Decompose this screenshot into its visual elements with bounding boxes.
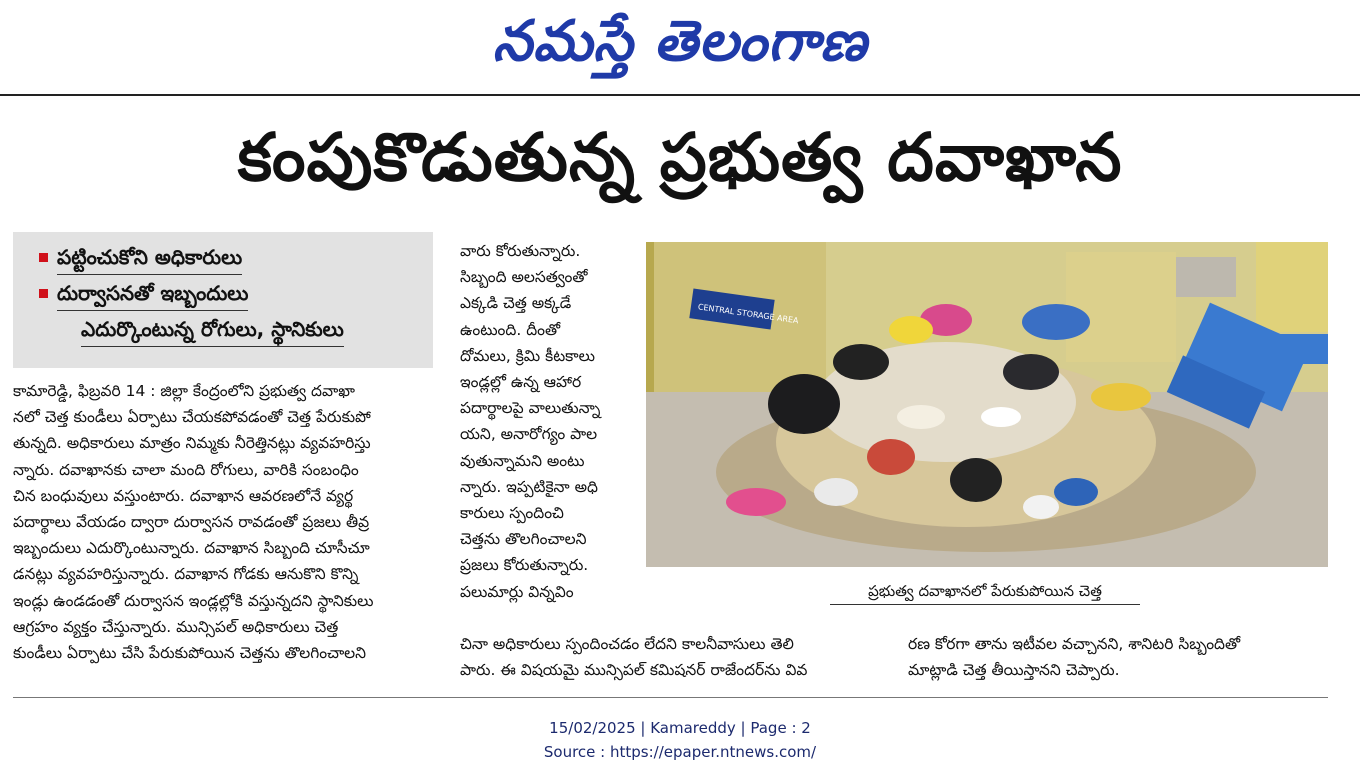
text-line: న్నారు. ఇప్పటికైనా అధి — [460, 477, 598, 496]
article-column-2 — [460, 238, 638, 605]
highlight-item — [57, 242, 433, 278]
masthead-divider — [0, 94, 1360, 96]
text-line: పదార్థాలు వేయడం ద్వారా దుర్వాసన రావడంతో ప్రజలు తీవ్ర — [13, 513, 370, 532]
text-line: పలుమార్లు విన్నవిం — [460, 582, 574, 601]
text-line: ఆగ్రహం వ్యక్తం చేస్తున్నారు. మున్సిపల్ అధికారులు చెత్త — [13, 617, 339, 636]
text-line: ఇబ్బందులు ఎదుర్కొంటున్నారు. దవాఖాన సిబ్బంది చూసీచూ — [13, 539, 370, 558]
text-line: కారులు స్పందించి — [460, 504, 564, 523]
photo-illustration — [646, 242, 1328, 567]
text-line: తున్నది. అధికారులు మాత్రం నిమ్మకు నీరెత్తినట్లు వ్యవహరిస్తు — [13, 434, 371, 453]
text-line: ఇండ్లల్లో ఉన్న ఆహార — [460, 373, 582, 392]
photo-sign-text: CENTRAL STORAGE AREA — [697, 302, 800, 326]
article-column-2-continued — [460, 631, 885, 683]
text-line: మాట్లాడి చెత్త తీయిస్తానని చెప్పారు. — [908, 661, 1120, 680]
highlight-item — [57, 278, 433, 314]
article-column-1 — [13, 378, 435, 666]
text-line: డనట్లు వ్యవహరిస్తున్నారు. దవాఖాన గోడకు ఆనుకొని కొన్ని — [13, 565, 359, 584]
text-line: పారు. ఈ విషయమై మున్సిపల్ కమిషనర్ రాజేందర్‌ను వివ — [460, 661, 808, 680]
highlights-box — [13, 232, 433, 368]
text-line: చిన బంధువులు వస్తుంటారు. దవాఖాన ఆవరణలోనే వ్యర్థ — [13, 486, 354, 505]
text-line: వారు కోరుతున్నారు. — [460, 242, 581, 260]
highlight-text: పట్టించుకోని అధికారులు — [57, 242, 242, 275]
footer-divider — [13, 697, 1328, 698]
garbage-photo — [646, 242, 1328, 567]
text-line: చెత్తను తొలగించాలని — [460, 530, 587, 549]
masthead-logo: నమస్తే తెలంగాణ — [492, 9, 868, 74]
text-line: కుండీలు ఏర్పాటు చేసి పేరుకుపోయిన చెత్తను తొలగించాలని — [13, 644, 367, 663]
highlight-text: దుర్వాసనతో ఇబ్బందులు — [57, 278, 248, 311]
text-line: సిబ్బంది అలసత్వంతో — [460, 268, 588, 287]
text-line: ఉంటుంది. దీంతో — [460, 320, 561, 339]
photo-caption: ప్రభుత్వ దవాఖానలో పేరుకుపోయిన చెత్త — [830, 579, 1140, 605]
edition-info: 15/02/2025 | Kamareddy | Page : 2 — [549, 719, 811, 737]
text-line: వుతున్నామని అంటు — [460, 451, 585, 470]
text-line: ఎక్కడి చెత్త అక్కడే — [460, 294, 572, 313]
text-line: రణ కోరగా తాను ఇటీవల వచ్చానని, శానిటరి సిబ్బందితో — [908, 635, 1241, 653]
text-line: నలో చెత్త కుండీలు ఏర్పాటు చేయకపోవడంతో చెత్త పేరుకుపో — [13, 408, 371, 427]
highlight-item — [57, 314, 433, 350]
bullet-icon — [39, 289, 48, 298]
source-link[interactable]: Source : https://epaper.ntnews.com/ — [543, 743, 817, 761]
text-line: కామారెడ్డి, ఫిబ్రవరి 14 : జిల్లా కేంద్రంలోని ప్రభుత్వ దవాఖా — [13, 382, 355, 400]
bullet-icon — [39, 253, 48, 262]
text-line: దోమలు, క్రిమి కీటకాలు — [460, 346, 595, 365]
text-line: ప్రజలు కోరుతున్నారు. — [460, 556, 589, 575]
highlight-text: ఎదుర్కొంటున్న రోగులు, స్థానికులు — [81, 314, 344, 347]
article-column-3 — [908, 631, 1328, 683]
source-footer — [0, 716, 1360, 764]
article-headline: కంపుకొడుతున్న ప్రభుత్వ దవాఖాన — [237, 119, 1123, 196]
text-line: పదార్థాలపై వాలుతున్నా — [460, 399, 601, 418]
text-line: యని, అనారోగ్యం పాల — [460, 425, 598, 444]
text-line: చినా అధికారులు స్పందించడం లేదని కాలనీవాసులు తెలి — [460, 635, 794, 653]
text-line: న్నారు. దవాఖానకు చాలా మంది రోగులు, వారికి సంబంధిం — [13, 460, 359, 479]
text-line: ఇండ్లు ఉండడంతో దుర్వాసన ఇండ్లల్లోకి వస్తున్నదని స్థానికులు — [13, 591, 374, 610]
